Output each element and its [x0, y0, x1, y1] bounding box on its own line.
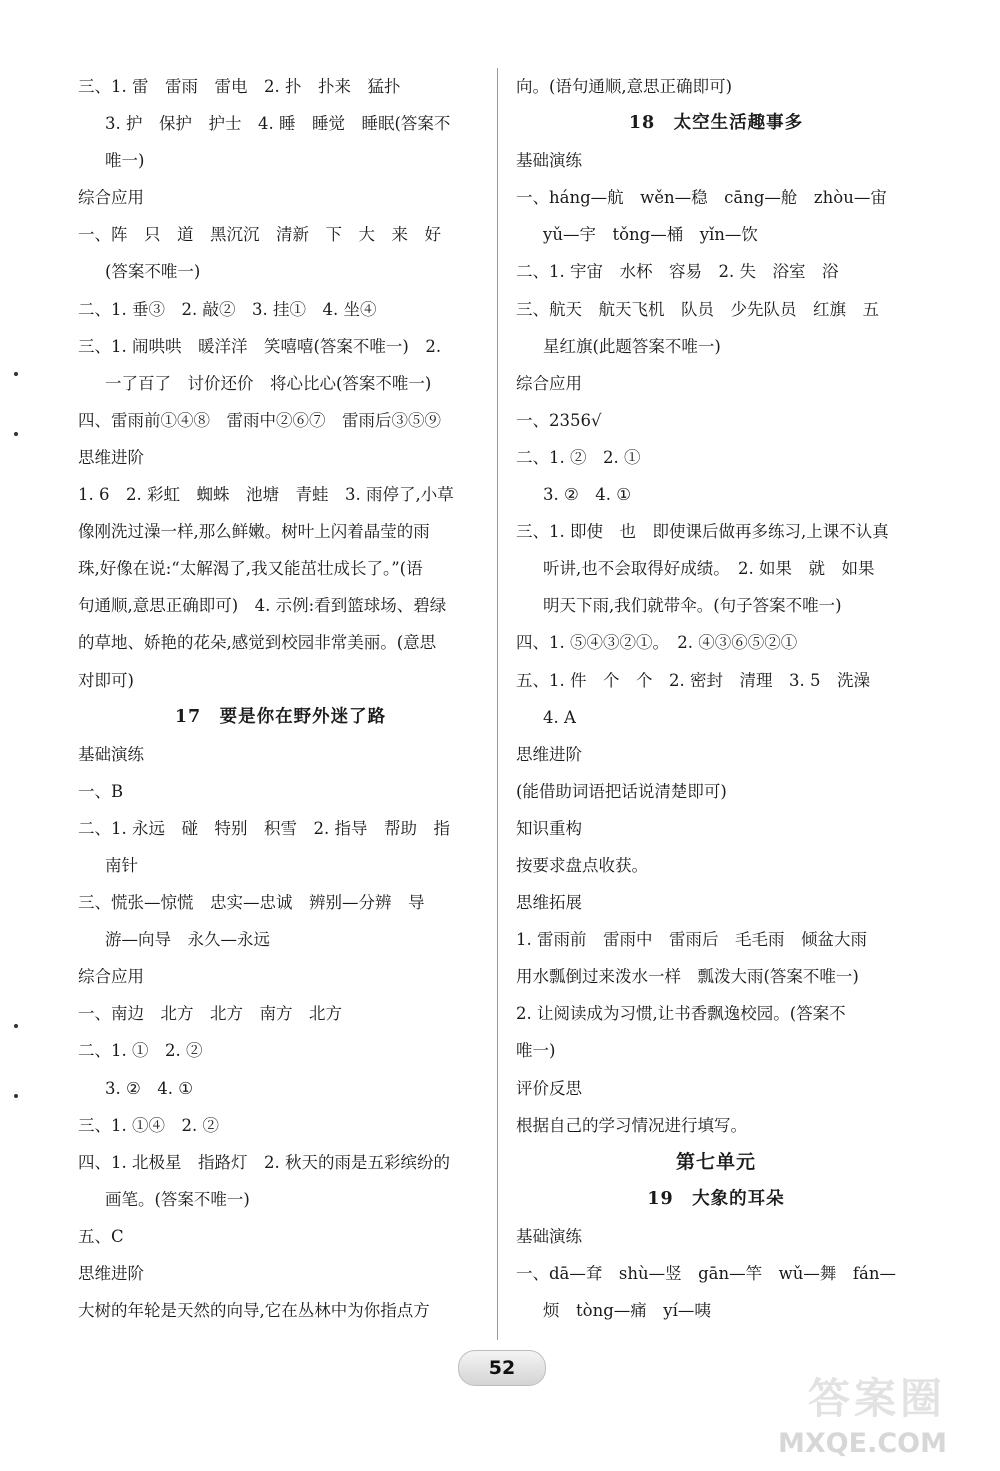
answer-line: 明天下雨,我们就带伞。(句子答案不唯一) [543, 596, 842, 616]
answer-line: 一了百了 讨价还价 将心比心(答案不唯一) [105, 373, 432, 393]
answer-line: 星红旗(此题答案不唯一) [543, 336, 721, 356]
answer-line: 三、慌张—惊慌 忠实—忠诚 辨别—分辨 导 [78, 893, 425, 913]
answer-line: 按要求盘点收获。 [516, 855, 648, 875]
answer-line: 根据自己的学习情况进行填写。 [516, 1115, 747, 1135]
answer-line: 二、1. 永远 碰 特别 积雪 2. 指导 帮助 指 [78, 818, 450, 838]
margin-dot [14, 1024, 18, 1028]
column-divider [497, 68, 498, 1340]
answer-line: 思维拓展 [516, 893, 582, 913]
answer-line: 向。(语句通顺,意思正确即可) [516, 77, 733, 96]
answer-line: 唯一) [105, 151, 145, 171]
answer-line: 2. 让阅读成为习惯,让书香飘逸校园。(答案不 [516, 1004, 846, 1024]
answer-line: 四、1. ⑤④③②①。 2. ④③⑥⑤②① [516, 633, 798, 653]
answer-line: 南针 [105, 855, 138, 875]
answer-line: 二、1. 宇宙 水杯 容易 2. 失 浴室 浴 [516, 262, 839, 282]
lesson-title: 18 太空生活趣事多 [628, 113, 804, 134]
answer-line: 基础演练 [78, 744, 144, 764]
answer-line: (能借助词语把话说清楚即可) [516, 781, 727, 801]
answer-line: 四、雷雨前①④⑧ 雷雨中②⑥⑦ 雷雨后③⑤⑨ [78, 410, 441, 430]
answer-line: 二、1. ② 2. ① [516, 447, 641, 467]
answer-line: 知识重构 [516, 818, 582, 838]
lesson-title: 19 大象的耳朵 [647, 1188, 785, 1209]
answer-line: 二、1. ① 2. ② [78, 1041, 203, 1061]
answer-line: 基础演练 [516, 1226, 582, 1246]
answer-line: 基础演练 [516, 151, 582, 171]
answer-line: 三、1. 闹哄哄 暖洋洋 笑嘻嘻(答案不唯一) 2. [78, 336, 442, 356]
answer-line: 1. 6 2. 彩虹 蜘蛛 池塘 青蛙 3. 雨停了,小草 [78, 485, 454, 505]
answer-line: 用水瓢倒过来泼水一样 瓢泼大雨(答案不唯一) [516, 967, 859, 987]
answer-line: 3. ② 4. ① [543, 485, 632, 505]
answer-line: 五、1. 件 个 个 2. 密封 清理 3. 5 洗澡 [516, 670, 870, 690]
answer-line: 画笔。(答案不唯一) [105, 1189, 250, 1209]
answer-line: 思维进阶 [516, 744, 582, 764]
answer-line: 综合应用 [516, 373, 582, 393]
watermark-url: MXQE.COM [778, 1428, 947, 1459]
answer-line: 的草地、娇艳的花朵,感觉到校园非常美丽。(意思 [78, 633, 437, 653]
answer-line: 思维进阶 [78, 447, 144, 467]
answer-line: 一、阵 只 道 黑沉沉 清新 下 大 来 好 [78, 225, 441, 245]
answer-line: 三、1. ①④ 2. ② [78, 1115, 219, 1135]
answer-line: 句通顺,意思正确即可) 4. 示例:看到篮球场、碧绿 [78, 596, 447, 616]
answer-line: 珠,好像在说:“太解渴了,我又能茁壮成长了。”(语 [78, 559, 423, 579]
unit-title: 第七单元 [675, 1150, 756, 1173]
answer-line: 听讲,也不会取得好成绩。 2. 如果 就 如果 [543, 559, 875, 579]
answer-line: 一、2356√ [516, 410, 602, 430]
answer-line: 一、B [78, 781, 124, 801]
answer-line: 1. 雷雨前 雷雨中 雷雨后 毛毛雨 倾盆大雨 [516, 930, 867, 950]
answer-line: 像刚洗过澡一样,那么鲜嫩。树叶上闪着晶莹的雨 [78, 522, 430, 542]
answer-line: yǔ—宇 tǒng—桶 yǐn—饮 [543, 225, 758, 245]
page-number: 52 [458, 1350, 546, 1386]
answer-line: 烦 tòng—痛 yí—咦 [543, 1301, 711, 1321]
answer-line: 一、háng—航 wěn—稳 cāng—舱 zhòu—宙 [516, 188, 887, 208]
left-column [78, 68, 483, 1329]
margin-dot [14, 372, 18, 376]
answer-line: 一、南边 北方 北方 南方 北方 [78, 1004, 342, 1024]
answer-line: 思维进阶 [78, 1264, 144, 1283]
watermark-logo: 答案圈 [808, 1374, 947, 1423]
answer-line: 3. ② 4. ① [105, 1078, 194, 1098]
answer-line: (答案不唯一) [105, 262, 201, 282]
answer-line: 大树的年轮是天然的向导,它在丛林中为你指点方 [78, 1301, 430, 1321]
margin-dot [14, 432, 18, 436]
margin-dot [14, 1094, 18, 1098]
answer-line: 三、1. 雷 雷雨 雷电 2. 扑 扑来 猛扑 [78, 77, 401, 96]
answer-line: 唯一) [516, 1041, 556, 1061]
answer-line: 游—向导 永久—永远 [105, 930, 270, 950]
answer-line: 对即可) [78, 670, 134, 690]
answer-line: 三、1. 即使 也 即使课后做再多练习,上课不认真 [516, 522, 889, 542]
answer-line: 4. A [543, 707, 576, 727]
answer-line: 五、C [78, 1226, 124, 1246]
lesson-title: 17 要是你在野外迷了路 [174, 706, 387, 727]
answer-line: 3. 护 保护 护士 4. 睡 睡觉 睡眠(答案不 [105, 114, 451, 134]
answer-line: 综合应用 [78, 967, 144, 987]
answer-line: 二、1. 垂③ 2. 敲② 3. 挂① 4. 坐④ [78, 299, 377, 319]
answer-line: 评价反思 [516, 1078, 582, 1098]
answer-line: 三、航天 航天飞机 队员 少先队员 红旗 五 [516, 299, 879, 319]
answer-line: 一、dā—耷 shù—竖 gān—竿 wǔ—舞 fán— [516, 1264, 896, 1283]
answer-line: 四、1. 北极星 指路灯 2. 秋天的雨是五彩缤纷的 [78, 1152, 450, 1172]
answer-line: 综合应用 [78, 188, 144, 208]
right-column [516, 68, 916, 1329]
